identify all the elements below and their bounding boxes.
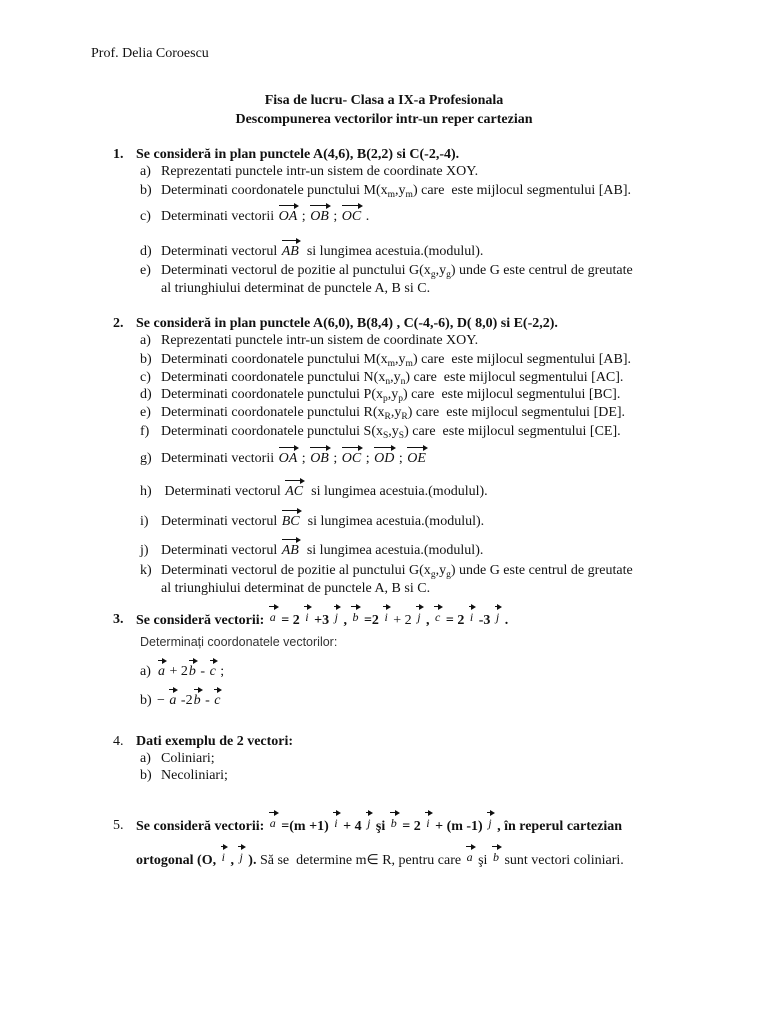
vector-symbol: b bbox=[188, 664, 196, 679]
bold-text: Se consideră vectorii: bbox=[136, 819, 268, 834]
subscript: m bbox=[387, 359, 396, 369]
text-run: Determinati coordonatele punctului M(x bbox=[161, 352, 388, 367]
vector-symbol: b bbox=[352, 610, 359, 624]
text-run: ; bbox=[298, 451, 310, 466]
bold-text: , bbox=[422, 613, 434, 628]
text-run: ,y bbox=[435, 563, 447, 578]
text-run: ; bbox=[216, 664, 225, 679]
text-run: Determinati vectorii bbox=[161, 209, 278, 224]
bold-text: Se consideră in plan punctele A(6,0), B(8,4) , C(-4,-6), D( 8,0) si E(-2,2). bbox=[136, 316, 558, 331]
exercise-1-statement bbox=[136, 146, 459, 164]
author-name: Prof. Delia Coroescu bbox=[91, 46, 209, 61]
text-run: ,y bbox=[387, 387, 399, 402]
bold-text: =2 bbox=[360, 613, 383, 628]
subscript: g bbox=[430, 570, 436, 580]
subscript: m bbox=[387, 190, 396, 200]
subscript: p bbox=[383, 394, 388, 404]
text-run: ) care este mijlocul segmentului [BC]. bbox=[403, 387, 621, 402]
item-label: b) bbox=[140, 768, 152, 783]
item-label: d) bbox=[140, 244, 152, 259]
text-run: Reprezentati punctele intr-un sistem de coordinate XOY. bbox=[161, 164, 479, 179]
vector-symbol: j bbox=[495, 610, 500, 624]
item-expression bbox=[157, 692, 221, 710]
subscript: p bbox=[398, 394, 403, 404]
text-run: Determinati coordonatele punctului N(x bbox=[161, 370, 386, 385]
bold-text: = 2 bbox=[398, 819, 425, 834]
item-text bbox=[161, 513, 484, 531]
item-label: f) bbox=[140, 424, 150, 439]
item-label: a) bbox=[140, 333, 151, 348]
item-label: b) bbox=[140, 693, 152, 708]
vector-symbol: AB bbox=[281, 244, 299, 259]
item-label: e) bbox=[140, 263, 151, 278]
bold-text: +3 bbox=[310, 613, 333, 628]
item-label: b) bbox=[140, 352, 152, 367]
bold-text: ). bbox=[244, 853, 260, 868]
text-run: şi bbox=[474, 853, 491, 868]
subscript: g bbox=[430, 270, 436, 280]
text-run: ,y bbox=[435, 263, 447, 278]
text-run: ; bbox=[329, 209, 341, 224]
item-label: j) bbox=[140, 543, 149, 558]
text-run: + 2 bbox=[389, 613, 416, 628]
item-text bbox=[161, 404, 625, 422]
item-label: e) bbox=[140, 405, 151, 420]
text-run: + 2 bbox=[166, 664, 188, 679]
text-run: ) unde G este centrul de greutate bbox=[450, 563, 633, 578]
item-text bbox=[161, 208, 369, 226]
text-run: ) care este mijlocul segmentului [AC]. bbox=[405, 370, 624, 385]
item-label: c) bbox=[140, 209, 151, 224]
vector-symbol: c bbox=[209, 664, 216, 679]
bold-text: , bbox=[226, 853, 238, 868]
text-run: ) care este mijlocul segmentului [CE]. bbox=[404, 424, 621, 439]
item-label: d) bbox=[140, 387, 152, 402]
vector-symbol: i bbox=[305, 610, 309, 624]
vector-symbol: AC bbox=[285, 484, 304, 499]
exercise-4-number: 4. bbox=[113, 734, 124, 749]
item-text bbox=[161, 767, 228, 785]
exercise-1-number: 1. bbox=[113, 147, 124, 162]
exercise-3-number: 3. bbox=[113, 612, 124, 627]
bold-text: , în reperul cartezian bbox=[493, 819, 623, 834]
text-run: ) care este mijlocul segmentului [AB]. bbox=[412, 352, 632, 367]
item-label: g) bbox=[140, 451, 152, 466]
text-run: Determinati vectorul bbox=[161, 514, 281, 529]
vector-symbol: j bbox=[488, 816, 492, 830]
item-label: a) bbox=[140, 664, 151, 679]
text-run: Determinati coordonatele punctului R(x bbox=[161, 405, 385, 420]
item-text-continuation bbox=[161, 280, 430, 298]
subscript: m bbox=[405, 190, 413, 200]
vector-symbol: OB bbox=[310, 451, 329, 466]
subscript: R bbox=[401, 412, 408, 422]
subscript: S bbox=[383, 431, 389, 441]
bold-text: , bbox=[339, 613, 351, 628]
text-run: . bbox=[362, 209, 370, 224]
item-label: a) bbox=[140, 751, 151, 766]
subscript: S bbox=[398, 431, 405, 441]
vector-symbol: i bbox=[221, 850, 225, 864]
vector-symbol: i bbox=[334, 816, 338, 830]
text-run: - bbox=[201, 693, 214, 708]
exercise-5-statement bbox=[136, 817, 622, 835]
bold-text: = 2 bbox=[277, 613, 304, 628]
exercise-3-instruction: Determinați coordonatele vectorilor: bbox=[140, 635, 338, 649]
text-run: ) care este mijlocul segmentului [DE]. bbox=[407, 405, 626, 420]
subscript: m bbox=[405, 359, 413, 369]
vector-symbol: OC bbox=[341, 209, 362, 224]
worksheet-title: Fisa de lucru- Clasa a IX-a Profesionala bbox=[264, 93, 504, 108]
text-run: ; bbox=[298, 209, 310, 224]
item-label: b) bbox=[140, 183, 152, 198]
vector-symbol: b bbox=[492, 850, 499, 864]
vector-symbol: b bbox=[390, 816, 397, 830]
text-run: ) unde G este centrul de greutate bbox=[450, 263, 633, 278]
bold-text: = 2 bbox=[442, 613, 468, 628]
text-run: ; bbox=[329, 451, 341, 466]
text-run: ,y bbox=[390, 370, 401, 385]
text-run: Determinati vectorul bbox=[161, 484, 285, 499]
item-text bbox=[161, 262, 633, 280]
subscript: n bbox=[385, 377, 391, 387]
text-run: Să se determine m∈ R, pentru care bbox=[259, 853, 465, 868]
bold-text: . bbox=[501, 613, 509, 628]
vector-symbol: OB bbox=[310, 209, 329, 224]
item-label: c) bbox=[140, 370, 151, 385]
vector-symbol: a bbox=[169, 693, 177, 708]
text-run: Determinati coordonatele punctului P(x bbox=[161, 387, 383, 402]
exercise-5-statement-continuation bbox=[136, 851, 624, 869]
item-label: h) bbox=[140, 484, 152, 499]
bold-text: -3 bbox=[475, 613, 494, 628]
subscript: g bbox=[446, 270, 451, 280]
item-text bbox=[161, 386, 620, 404]
exercise-3-statement bbox=[136, 611, 508, 629]
item-text bbox=[161, 423, 621, 441]
vector-symbol: c bbox=[435, 610, 441, 624]
text-run: al triunghiului determinat de punctele A, B si C. bbox=[161, 281, 431, 296]
text-run: Determinati vectorul de pozitie al punctului G(x bbox=[161, 563, 431, 578]
text-run: ,y bbox=[388, 424, 399, 439]
bold-text: Se consideră vectorii: bbox=[136, 613, 268, 628]
text-run: al triunghiului determinat de punctele A, B si C. bbox=[161, 581, 431, 596]
item-text bbox=[161, 182, 631, 200]
bold-text: + (m -1) bbox=[431, 819, 487, 834]
bold-text: ortogonal (O, bbox=[136, 853, 220, 868]
text-run: si lungimea acestuia.(modulul). bbox=[300, 514, 485, 529]
text-run: - bbox=[196, 664, 209, 679]
item-label: k) bbox=[140, 563, 152, 578]
vector-symbol: AB bbox=[281, 543, 299, 558]
text-run: -2 bbox=[177, 693, 193, 708]
item-text bbox=[161, 351, 631, 369]
text-run: ,y bbox=[395, 183, 406, 198]
text-run: si lungimea acestuia.(modulul). bbox=[299, 244, 484, 259]
vector-symbol: i bbox=[469, 610, 474, 624]
exercise-4-statement bbox=[136, 733, 293, 751]
item-text bbox=[161, 450, 427, 468]
vector-symbol: j bbox=[239, 850, 243, 864]
item-expression bbox=[157, 663, 224, 681]
item-text bbox=[161, 750, 215, 768]
bold-text: =(m +1) bbox=[277, 819, 333, 834]
item-text bbox=[161, 243, 483, 261]
text-run: si lungimea acestuia.(modulul). bbox=[304, 484, 488, 499]
subscript: g bbox=[446, 570, 451, 580]
text-run: Determinati vectorul bbox=[161, 244, 281, 259]
vector-symbol: OA bbox=[278, 451, 298, 466]
exercise-2-statement bbox=[136, 315, 558, 333]
text-run: ) care este mijlocul segmentului [AB]. bbox=[412, 183, 632, 198]
text-run: Determinati coordonatele punctului M(x bbox=[161, 183, 388, 198]
subscript: R bbox=[384, 412, 391, 422]
text-run: Reprezentati punctele intr-un sistem de coordinate XOY. bbox=[161, 333, 479, 348]
bold-text: + 4 bbox=[339, 819, 366, 834]
text-run: ; bbox=[395, 451, 407, 466]
text-run: Determinati vectorii bbox=[161, 451, 278, 466]
vector-symbol: j bbox=[417, 610, 421, 624]
exercise-5-number: 5. bbox=[113, 818, 124, 833]
vector-symbol: OA bbox=[278, 209, 298, 224]
text-run: sunt vectori coliniari. bbox=[500, 853, 624, 868]
vector-symbol: OC bbox=[341, 451, 362, 466]
text-run: ; bbox=[362, 451, 374, 466]
vector-symbol: OD bbox=[374, 451, 395, 466]
vector-symbol: OE bbox=[407, 451, 426, 466]
item-text-continuation bbox=[161, 580, 430, 598]
vector-symbol: a bbox=[158, 664, 165, 679]
exercise-2-number: 2. bbox=[113, 316, 124, 331]
text-run: − bbox=[157, 693, 169, 708]
vector-symbol: a bbox=[269, 610, 276, 624]
vector-symbol: a bbox=[466, 850, 473, 864]
item-label: i) bbox=[140, 514, 149, 529]
text-run: Determinati vectorul de pozitie al punctului G(x bbox=[161, 263, 431, 278]
subscript: n bbox=[400, 377, 406, 387]
text-run: ,y bbox=[395, 352, 406, 367]
worksheet-subtitle: Descompunerea vectorilor intr-un reper cartezian bbox=[235, 112, 533, 127]
vector-symbol: i bbox=[384, 610, 388, 624]
vector-symbol: j bbox=[334, 610, 338, 624]
text-run: si lungimea acestuia.(modulul). bbox=[299, 543, 484, 558]
text-run: Coliniari; bbox=[161, 751, 215, 766]
item-label: a) bbox=[140, 164, 151, 179]
item-text bbox=[161, 562, 633, 580]
vector-symbol: c bbox=[214, 693, 221, 708]
item-text bbox=[161, 163, 478, 181]
item-text bbox=[161, 332, 478, 350]
item-text bbox=[161, 369, 623, 387]
vector-symbol: i bbox=[426, 816, 430, 830]
text-run: Determinati coordonatele punctului S(x bbox=[161, 424, 383, 439]
bold-text: Se consideră in plan punctele A(4,6), B(2,2) si C(-2,-4). bbox=[136, 147, 460, 162]
item-text bbox=[161, 542, 483, 560]
text-run: ,y bbox=[390, 405, 402, 420]
vector-symbol: j bbox=[367, 816, 371, 830]
text-run: Determinati vectorul bbox=[161, 543, 281, 558]
vector-symbol: BC bbox=[281, 514, 300, 529]
bold-text: Dati exemplu de 2 vectori: bbox=[136, 734, 294, 749]
vector-symbol: b bbox=[193, 693, 201, 708]
bold-text: şi bbox=[372, 819, 389, 834]
item-text bbox=[161, 483, 488, 501]
text-run: Necoliniari; bbox=[161, 768, 228, 783]
vector-symbol: a bbox=[269, 816, 276, 830]
